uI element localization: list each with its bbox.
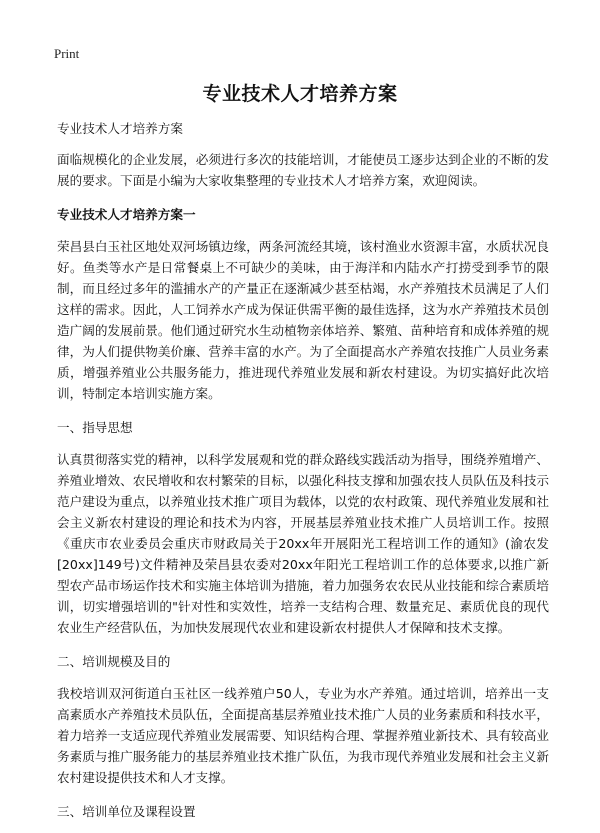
heading-training-units: 三、培训单位及课程设置: [57, 804, 196, 819]
heading-training-scale: 二、培训规模及目的: [57, 654, 171, 669]
page-title: 专业技术人才培养方案: [202, 83, 398, 105]
heading-guiding-ideology: 一、指导思想: [57, 420, 133, 435]
intro-paragraph: 面临规模化的企业发展，必须进行多次的技能培训，才能使员工逐步达到企业的不断的发展的要求。下面是小编为大家收集整理的专业技术人才培养方案，欢迎阅读。: [57, 152, 549, 188]
section-title-plan-one: 专业技术人才培养方案一: [57, 207, 196, 222]
guiding-ideology-paragraph: 认真贯彻落实党的精神，以科学发展观和党的群众路线实践活动为指导，围绕养殖增产、养殖业增效、农民增收和农村繁荣的目标，以强化科技支撑和加强农技人员队伍及科技示范户建设为重点，以养殖业技术推广项目为载体，以党的农村政策、现代养殖业发展和社会主义新农村建设的理论和技术为内容，开展基层养殖业技术推广人员培训工作。按照《重庆市农业委员会重庆市财政局关于20xx年开展阳光工程培训工作的通知》(渝农发[20xx]149号)文件精神及荣昌县农委对20xx年阳光工程培训工作的总体要求,以推广新型农产品市场运作技术和实施主体培训为措施，着力加强务农农民从业技能和综合素质培训，切实增强培训的"针对性和实效性，培养一支结构合理、数量充足、素质优良的现代农业生产经营队伍，为加快发展现代农业和建设新农村提供人才保障和技术支撑。: [57, 452, 549, 635]
document-body: [57, 118, 549, 833]
print-link[interactable]: Print: [54, 46, 80, 61]
document-subtitle: 专业技术人才培养方案: [57, 121, 183, 136]
training-scale-paragraph: 我校培训双河街道白玉社区一线养殖户50人，专业为水产养殖。通过培训，培养出一支高素质水产养殖技术员队伍，全面提高基层养殖业技术推广人员的业务素质和科技水平，着力培养一支适应现代养殖业发展需要、知识结构合理、掌握养殖业新技术、具有较高业务素质与推广服务能力的基层养殖业技术推广队伍，为我市现代养殖业发展和社会主义新农村建设提供技术和人才支撑。: [57, 686, 549, 785]
background-paragraph: 荣昌县白玉社区地处双河场镇边缘，两条河流经其境，该村渔业水资源丰富，水质状况良好。鱼类等水产是日常餐桌上不可缺少的美味，由于海洋和内陆水产打捞受到季节的限制，而且经过多年的滥捕水产的产量正在逐渐减少甚至枯竭，水产养殖技术员满足了人们这样的需求。因此，人工饲养水产成为保证供需平衡的最佳选择，这为水产养殖技术员创造广阔的发展前景。他们通过研究水生动植物亲体培养、繁殖、苗种培育和成体养殖的规律，为人们提供物美价廉、营养丰富的水产。为了全面提高水产养殖农技推广人员业务素质，增强养殖业公共服务能力，推进现代养殖业发展和新农村建设。为切实搞好此次培训，特制定本培训实施方案。: [57, 239, 549, 401]
